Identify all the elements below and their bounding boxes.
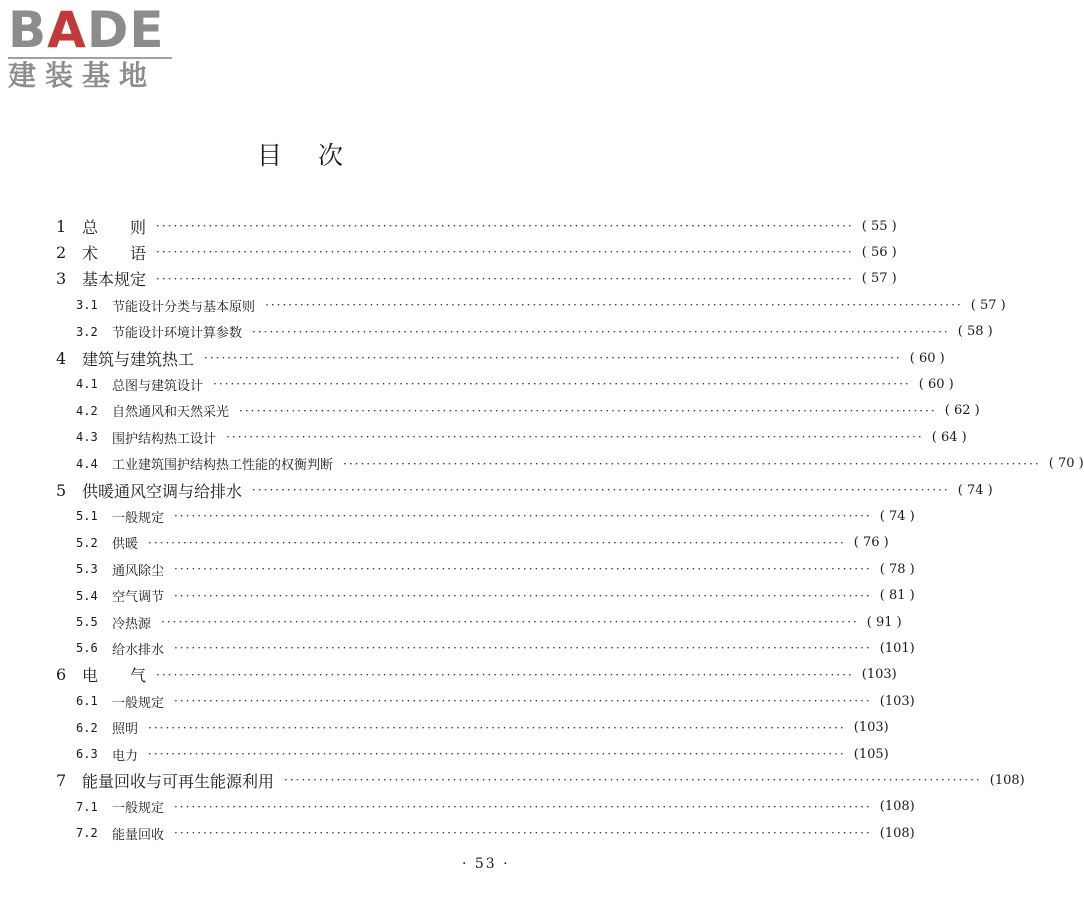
toc-page-number: ( 64 ) [931, 429, 967, 445]
toc-section[interactable] [0, 294, 1006, 316]
toc-leader-dots: ························································································································ [226, 430, 924, 445]
toc-section[interactable] [0, 611, 902, 633]
toc-chapter[interactable] [0, 268, 897, 290]
toc-label: 供暖通风空调与给排水 [82, 481, 243, 501]
toc-number: 6.1 [76, 694, 98, 709]
page-title: 目次 [256, 141, 379, 170]
toc-label: 供暖 [112, 537, 139, 553]
toc-chapter[interactable] [0, 215, 897, 237]
toc-leader-dots: ························································································································ [239, 403, 937, 418]
toc-page-number: (101) [879, 640, 915, 656]
toc-chapter[interactable] [0, 479, 993, 501]
toc-leader-dots: ························································································································ [213, 377, 911, 392]
bade-logo [8, 1, 172, 93]
toc-number: 5.5 [76, 615, 98, 629]
toc-leader-dots: ························································································································ [343, 456, 1041, 471]
toc-section[interactable] [0, 532, 889, 554]
toc-leader-dots: ························································································································ [156, 219, 854, 233]
toc-label: 总 则 [82, 217, 147, 237]
toc-leader-dots: ························································································································ [174, 694, 872, 709]
toc-leader-dots: ························································································································ [156, 271, 854, 286]
toc-label: 空气调节 [112, 590, 165, 606]
toc-leader-dots: ························································································································ [174, 588, 872, 603]
toc-page-number: ( 58 ) [957, 324, 993, 340]
toc-number: 5.6 [76, 641, 98, 656]
toc-page-number: (103) [861, 667, 897, 683]
toc-leader-dots: ························································································································ [174, 509, 872, 524]
toc-leader-dots: ························································································································ [174, 826, 872, 841]
toc-chapter[interactable] [0, 769, 1025, 791]
toc-section[interactable] [0, 505, 915, 527]
toc-leader-dots: ························································································································ [252, 324, 950, 339]
toc-section[interactable] [0, 426, 967, 448]
toc-label: 冷热源 [112, 616, 152, 632]
toc-leader-dots: ························································································································ [252, 483, 950, 497]
toc-leader-dots: ························································································································ [156, 667, 854, 682]
page-number: · 53 · [462, 856, 510, 872]
toc-leader-dots: ························································································································ [161, 615, 859, 629]
toc-section[interactable] [0, 637, 915, 659]
toc-leader-dots: ························································································································ [204, 351, 902, 365]
toc-page-number: ( 57 ) [970, 297, 1006, 313]
toc-number: 5.4 [76, 588, 98, 603]
toc-page-number: ( 60 ) [909, 350, 945, 366]
toc-section[interactable] [0, 585, 915, 607]
toc-label: 总图与建筑设计 [112, 378, 204, 394]
toc-section[interactable] [0, 822, 915, 844]
toc-section[interactable] [0, 400, 980, 422]
toc-label: 自然通风和天然采光 [112, 405, 230, 421]
toc-section[interactable] [0, 796, 915, 818]
toc-section[interactable] [0, 743, 889, 765]
toc-number: 3 [56, 269, 67, 289]
toc-label: 术 语 [82, 243, 147, 263]
toc-section[interactable] [0, 558, 915, 580]
toc-number: 7 [56, 770, 67, 790]
toc-leader-dots: ························································································································ [148, 720, 846, 735]
toc-number: 5.2 [76, 535, 98, 550]
toc-label: 通风除尘 [112, 563, 165, 579]
toc-page-number: ( 74 ) [879, 508, 915, 524]
toc-page-number: ( 60 ) [918, 376, 954, 392]
toc-label: 节能设计分类与基本原则 [112, 299, 256, 315]
toc-page-number: (108) [879, 799, 915, 815]
toc-number: 5.3 [76, 562, 98, 577]
toc-page-number: ( 62 ) [944, 403, 980, 419]
toc-section[interactable] [0, 373, 954, 395]
toc-label: 一般规定 [112, 695, 165, 711]
logo-subtitle: 建装基地 [8, 59, 157, 92]
toc-leader-dots: ························································································································ [174, 641, 872, 656]
toc-page-number: ( 57 ) [861, 271, 897, 287]
toc-leader-dots: ························································································································ [148, 535, 846, 550]
toc-label: 基本规定 [82, 270, 147, 290]
toc-label: 能量回收与可再生能源利用 [82, 771, 275, 791]
toc-leader-dots: ························································································································ [156, 245, 854, 260]
toc-section[interactable] [0, 717, 889, 739]
toc-page-number: (105) [853, 746, 889, 762]
toc-number: 6.2 [76, 720, 98, 735]
toc-section[interactable] [0, 690, 915, 712]
toc-number: 3.1 [76, 298, 98, 313]
toc-section[interactable] [0, 453, 1084, 475]
toc-number: 4.2 [76, 403, 98, 418]
toc-page-number: (108) [879, 825, 915, 841]
toc-number: 6 [56, 665, 67, 685]
logo-wordmark: BADE [8, 1, 165, 59]
toc-label: 给水排水 [112, 642, 165, 658]
toc-label: 照明 [112, 722, 139, 738]
toc-label: 一般规定 [112, 510, 165, 526]
toc-leader-dots: ························································································································ [265, 298, 963, 313]
toc-number: 5.1 [76, 509, 98, 524]
toc-label: 能量回收 [112, 827, 165, 843]
toc-page-number: ( 76 ) [853, 535, 889, 551]
toc-chapter[interactable] [0, 664, 897, 686]
toc-number: 6.3 [76, 747, 98, 761]
toc-page-number: ( 91 ) [866, 614, 902, 630]
toc-page-number: ( 70 ) [1048, 456, 1084, 472]
toc-leader-dots: ························································································································ [284, 773, 982, 788]
toc-label: 工业建筑围护结构热工性能的权衡判断 [112, 458, 334, 474]
toc-number: 7.1 [76, 799, 98, 814]
toc-number: 4.3 [76, 430, 98, 445]
toc-label: 电 气 [82, 666, 147, 686]
toc-label: 建筑与建筑热工 [82, 349, 195, 369]
toc-label: 节能设计环境计算参数 [112, 326, 243, 342]
toc-leader-dots: ························································································································ [174, 562, 872, 577]
toc-number: 5 [56, 480, 67, 500]
toc-page-number: (103) [879, 693, 915, 709]
toc-page-number: ( 74 ) [957, 482, 993, 498]
toc-number: 4 [56, 348, 67, 368]
toc-page-number: ( 55 ) [861, 218, 897, 234]
toc-label: 围护结构热工设计 [112, 431, 217, 447]
toc-page-number: (108) [989, 772, 1025, 788]
toc-number: 1 [56, 216, 67, 236]
toc-page-number: ( 78 ) [879, 561, 915, 577]
toc-number: 4.4 [76, 456, 98, 471]
toc-number: 7.2 [76, 826, 98, 841]
toc-number: 2 [56, 242, 67, 262]
toc-leader-dots: ························································································································ [148, 747, 846, 761]
toc-page-number: ( 81 ) [879, 588, 915, 604]
toc-chapter[interactable] [0, 347, 945, 369]
toc-leader-dots: ························································································································ [174, 799, 872, 814]
toc-page-number: (103) [853, 720, 889, 736]
toc-chapter[interactable] [0, 241, 897, 263]
toc-page-number: ( 56 ) [861, 244, 897, 260]
toc-number: 3.2 [76, 324, 98, 339]
toc-label: 一般规定 [112, 801, 165, 817]
toc-label: 电力 [112, 748, 139, 764]
toc-section[interactable] [0, 321, 993, 343]
toc-number: 4.1 [76, 377, 98, 392]
